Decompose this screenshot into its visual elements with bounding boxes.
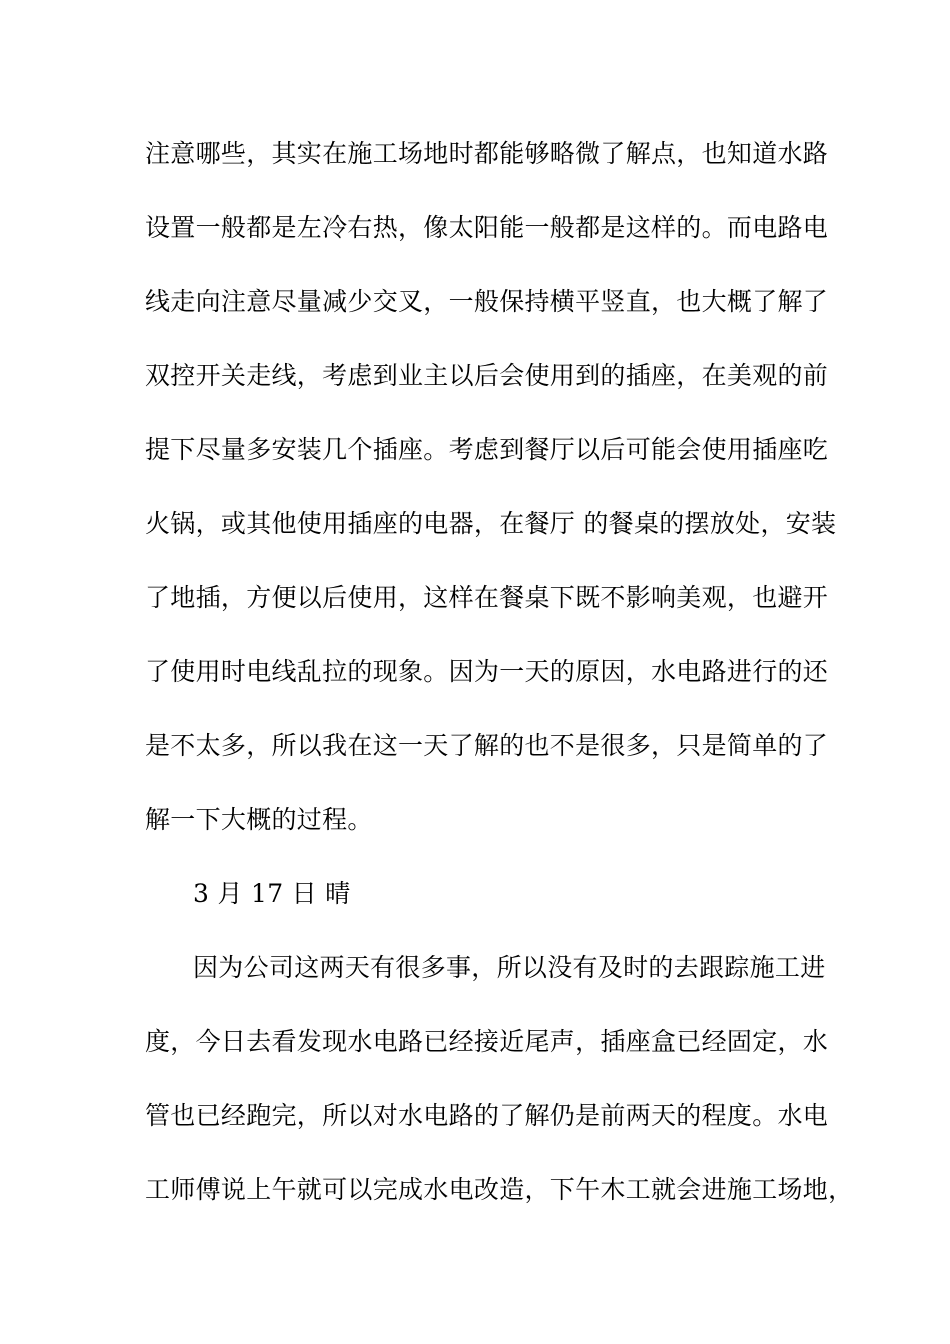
paragraph-line: 管也已经跑完，所以对水电路的了解仍是前两天的程度。水电 — [145, 1101, 829, 1130]
paragraph-line: 线走向注意尽量减少交叉，一般保持横平竖直，也大概了解了 — [145, 287, 829, 316]
paragraph-line: 解一下大概的过程。 — [145, 805, 373, 834]
paragraph-line: 是不太多，所以我在这一天了解的也不是很多，只是简单的了 — [145, 731, 829, 760]
date-heading: 3 月 17 日 晴 — [193, 879, 351, 908]
paragraph-line: 度，今日去看发现水电路已经接近尾声，插座盒已经固定，水 — [145, 1027, 829, 1056]
paragraph-line: 火锅，或其他使用插座的电器，在餐厅 的餐桌的摆放处，安装 — [145, 509, 837, 538]
paragraph-line: 因为公司这两天有很多事，所以没有及时的去跟踪施工进 — [193, 953, 826, 982]
paragraph-line: 工师傅说上午就可以完成水电改造，下午木工就会进施工场地， — [145, 1175, 854, 1204]
paragraph-line: 设置一般都是左冷右热，像太阳能一般都是这样的。而电路电 — [145, 213, 829, 242]
paragraph-line: 注意哪些，其实在施工场地时都能够略微了解点，也知道水路 — [145, 139, 829, 168]
paragraph-line: 双控开关走线，考虑到业主以后会使用到的插座，在美观的前 — [145, 361, 829, 390]
paragraph-line: 提下尽量多安装几个插座。考虑到餐厅以后可能会使用插座吃 — [145, 435, 829, 464]
paragraph-line: 了地插，方便以后使用，这样在餐桌下既不影响美观，也避开 — [145, 583, 829, 612]
paragraph-line: 了使用时电线乱拉的现象。因为一天的原因，水电路进行的还 — [145, 657, 829, 686]
